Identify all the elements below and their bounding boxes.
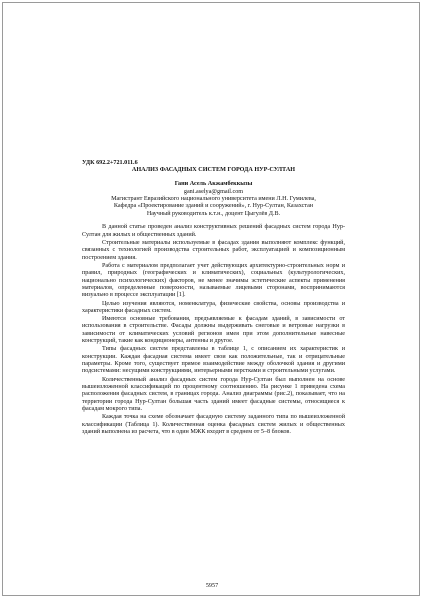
paragraph-8: Каждая точка на схеме обозначает фасадную систему заданного типа по вышеизложенной классификации (Таблица 1). Количественная оценка фасадных систем жилых и общественных зданий выполнена из расчета, что в один МЖК входит в среднем от 5–8 блоков. bbox=[82, 414, 345, 435]
article-body bbox=[82, 224, 345, 436]
paragraph-3: Работа с материалом предполагает учет действующих архитектурно-строительных норм и правил, природных (географических и климатических), социальных (культурологических, национально психологических) факторов, не менее значимы эстетические аспекты применения материалов, определенные поверхности, называемые лицевыми сторонами, воспринимаются визуально в процессе эксплуатации [1]. bbox=[82, 262, 345, 299]
paragraph-7: Количественный анализ фасадных систем города Нур-Султан был выполнен на основе вышеизложенной классификаций по процентному соотношению. На рисунке 1 приведена схема расположения фасадных систем, в границах города. Анализ диаграммы (рис.2), показывает, что на территории города Нур-Султан большая часть зданий имеет фасадные системы, относящиеся к фасадам мокрого типа. bbox=[82, 376, 345, 412]
author-email[interactable]: gani.aselya@gmail.com bbox=[183, 188, 244, 195]
article-title: АНАЛИЗ ФАСАДНЫХ СИСТЕМ ГОРОДА НУР-СУЛТАН bbox=[131, 167, 296, 174]
author-name: Гани Асель Акжамбеккызы bbox=[174, 181, 253, 188]
paragraph-4: Целью изучения являются, номенклатура, физические свойства, основы производства и характеристики фасадных систем. bbox=[82, 300, 345, 314]
page-frame bbox=[2, 2, 420, 596]
udk-code: УДК 692.2+721.011.6 bbox=[82, 160, 138, 166]
article bbox=[82, 160, 345, 436]
page-number: 5957 bbox=[205, 583, 219, 589]
author-position: Магистрант Евразийского национального университета имени Л.Н. Гумилева, bbox=[111, 195, 316, 202]
paragraph-5: Имеются основные требования, предъявляемые к фасадам зданий, в зависимости от использования в строительстве. Фасады должны выдерживать снеговые и ветровые нагрузки в зависимости от климатических условий регионов имея при этом дополнительные навесные конструкций, такие как кондиционеры, антенны и другое. bbox=[82, 316, 345, 345]
paragraph-1: В данной статье проведен анализ конструктивных решений фасадных систем города Нур-Султан для жилых и общественных зданий. bbox=[82, 224, 345, 238]
paragraph-6: Типы фасадных систем представлены в таблице 1, с описанием их характеристик и конструкции. Каждая фасадная система имеет свои как положительные, так и отрицательные параметры. Кроме того, существует прямое взаимодействие между оболочкой здания и другими подсистемами: несущими конструкциями, интерьерными верстками и строительными услугами. bbox=[82, 346, 345, 375]
supervisor: Научный руководитель к.т.н., доцент Цыгулёв Д.В. bbox=[146, 210, 281, 217]
paragraph-2: Строительные материалы используемые в фасадах здания выполняют комплекс функций, связанных с технологией производства строительных работ, эксплуатацией и композиционным построением здания. bbox=[82, 239, 345, 261]
author-department: Кафедра «Проектирование зданий и сооружений», г. Нур-Султан, Казахстан bbox=[113, 203, 314, 210]
